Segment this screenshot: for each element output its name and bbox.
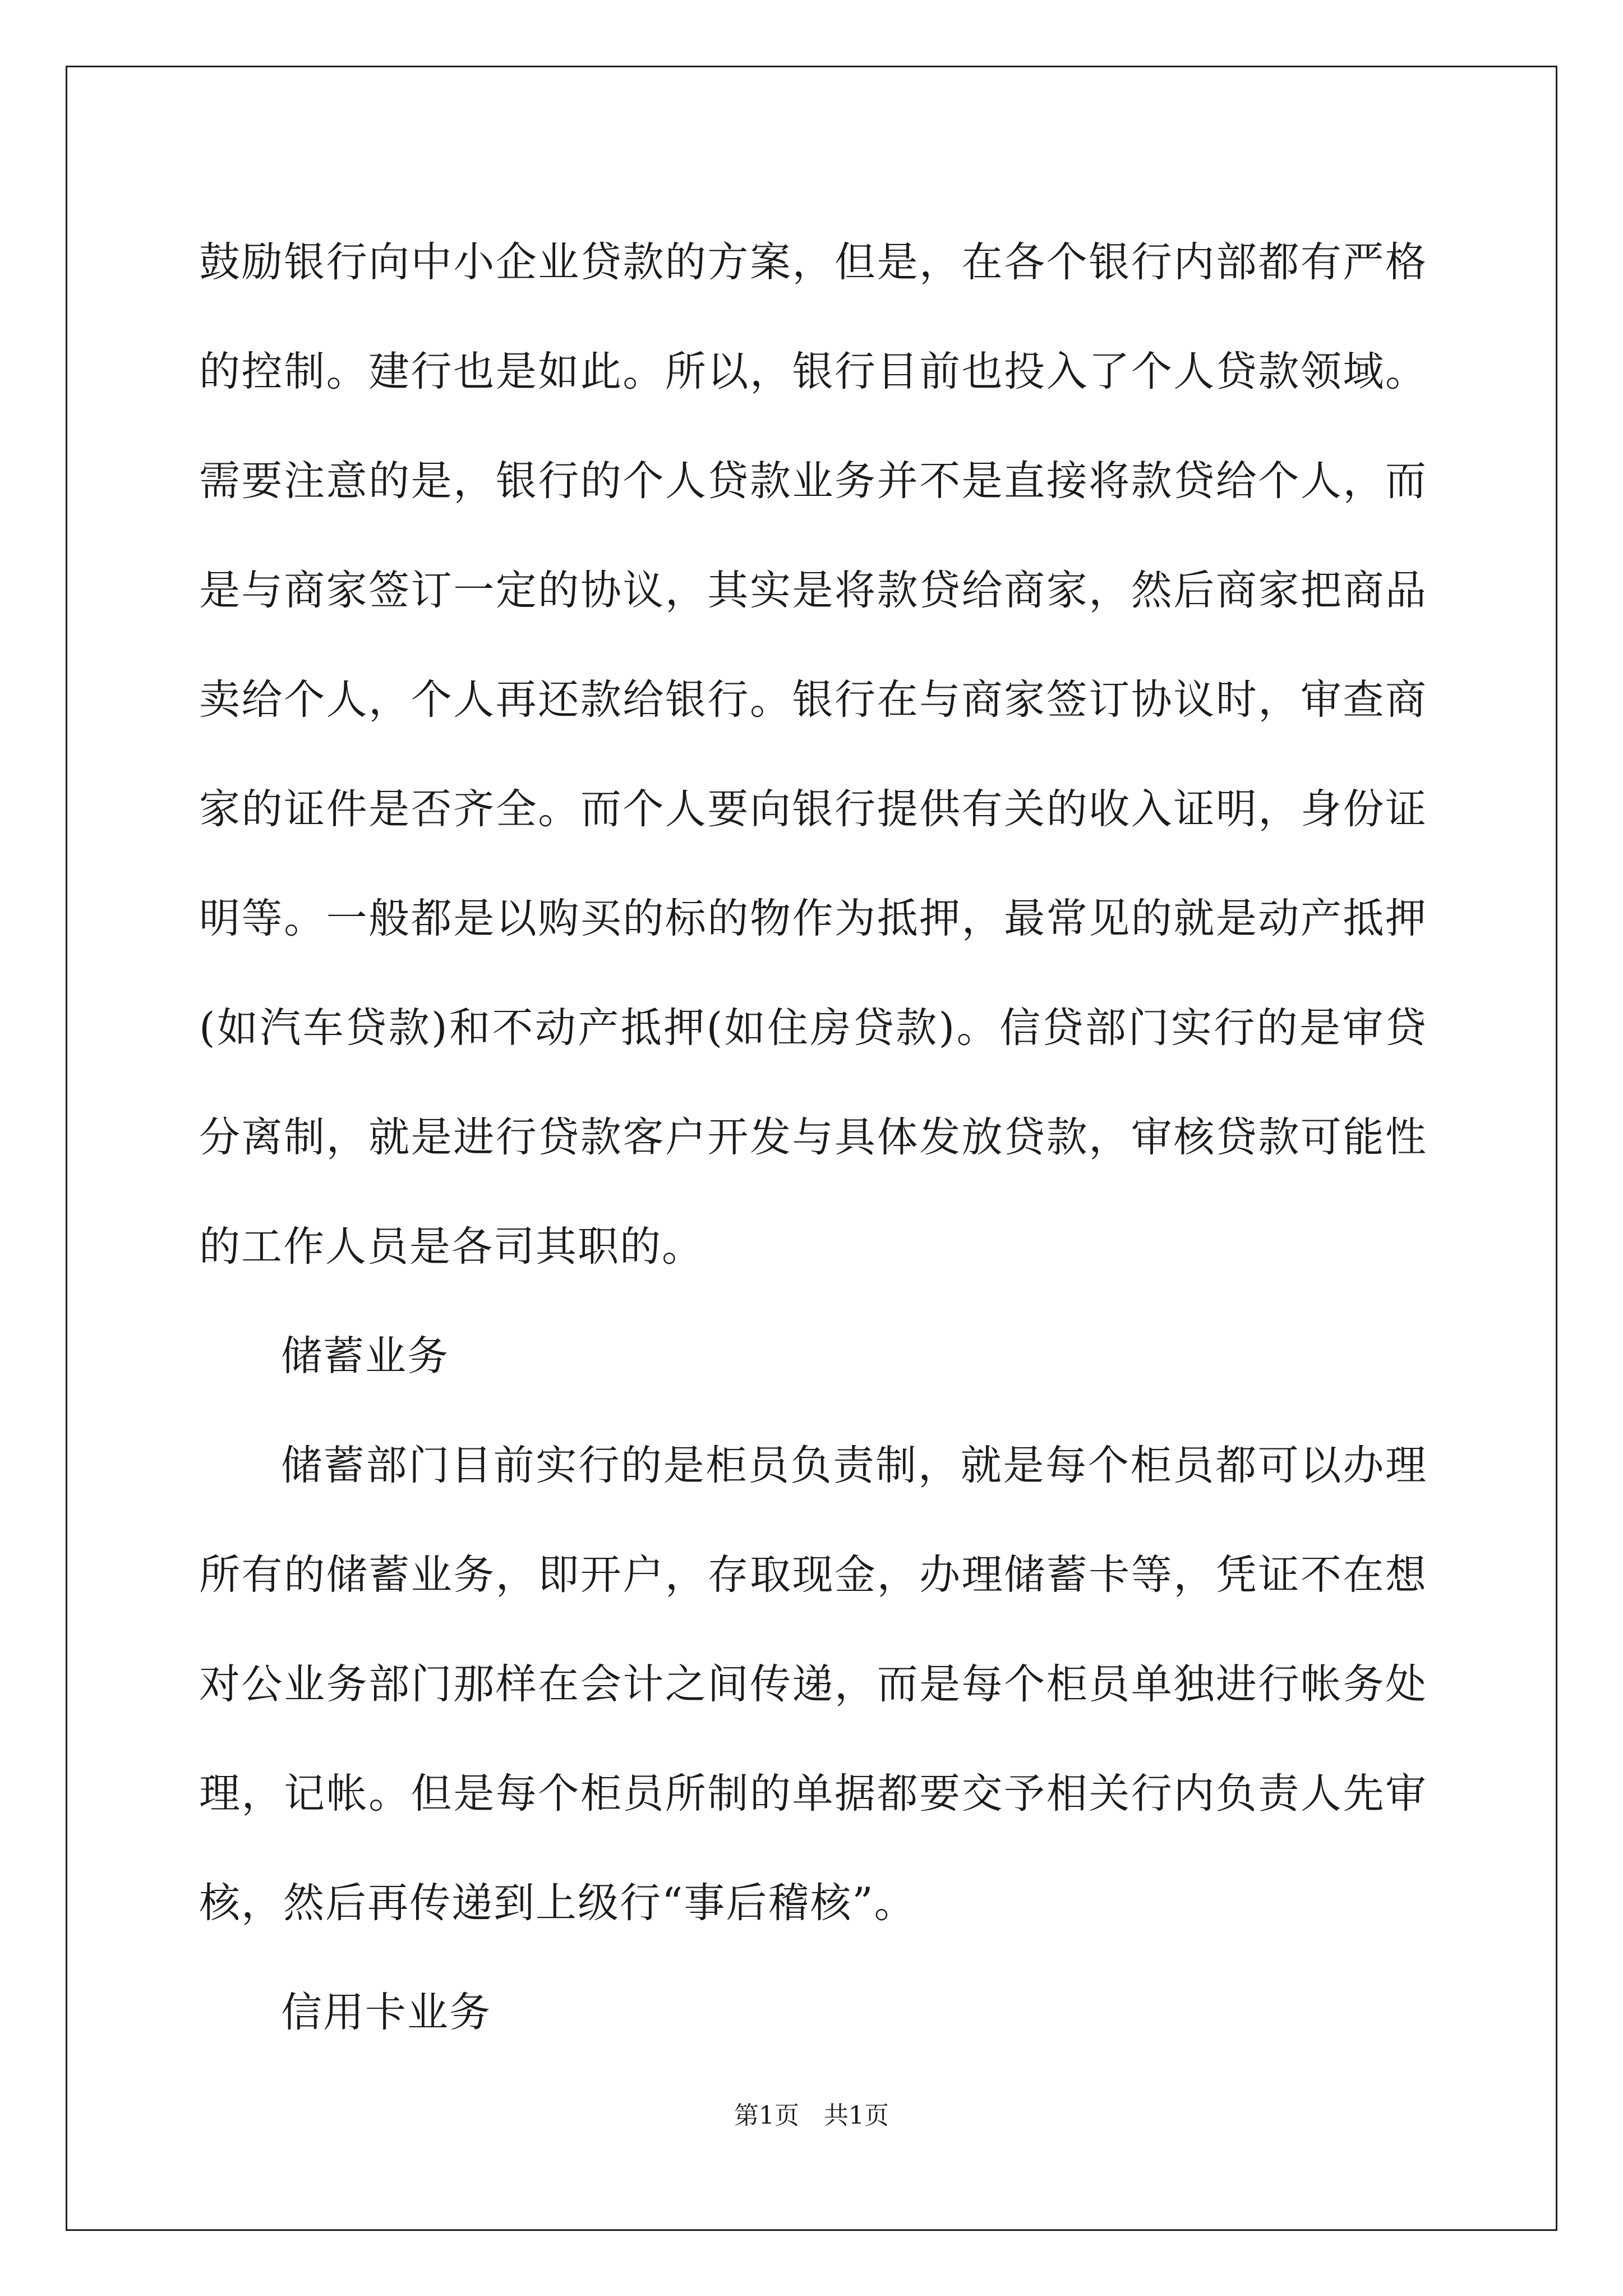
page-number: 第1页 <box>734 2101 799 2130</box>
document-body <box>199 208 1427 2067</box>
page-total: 共1页 <box>824 2101 889 2130</box>
paragraph-personal-loans: 鼓励银行向中小企业贷款的方案，但是，在各个银行内部都有严格的控制。建行也是如此。所以，银行目前也投入了个人贷款领域。需要注意的是，银行的个人贷款业务并不是直接将款贷给个人，而是与商家签订一定的协议，其实是将款贷给商家，然后商家把商品卖给个人，个人再还款给银行。银行在与商家签订协议时，审查商家的证件是否齐全。而个人要向银行提供有关的收入证明，身份证明等。一般都是以购买的标的物作为抵押，最常见的就是动产抵押(如汽车贷款)和不动产抵押(如住房贷款)。信贷部门实行的是审贷分离制，就是进行贷款客户开发与具体发放贷款，审核贷款可能性的工作人员是各司其职的。 <box>199 238 1427 1271</box>
page-footer <box>0 2095 1623 2131</box>
paragraph-savings-business: 储蓄部门目前实行的是柜员负责制，就是每个柜员都可以办理所有的储蓄业务，即开户，存取现金，办理储蓄卡等，凭证不在想对公业务部门那样在会计之间传递，而是每个柜员单独进行帐务处理，记帐。但是每个柜员所制的单据都要交予相关行内负责人先审核，然后再传递到上级行“事后稽核”。 <box>199 1442 1427 1927</box>
heading-credit-card-business: 信用卡业务 <box>281 1989 491 2036</box>
heading-savings-business: 储蓄业务 <box>281 1332 449 1380</box>
